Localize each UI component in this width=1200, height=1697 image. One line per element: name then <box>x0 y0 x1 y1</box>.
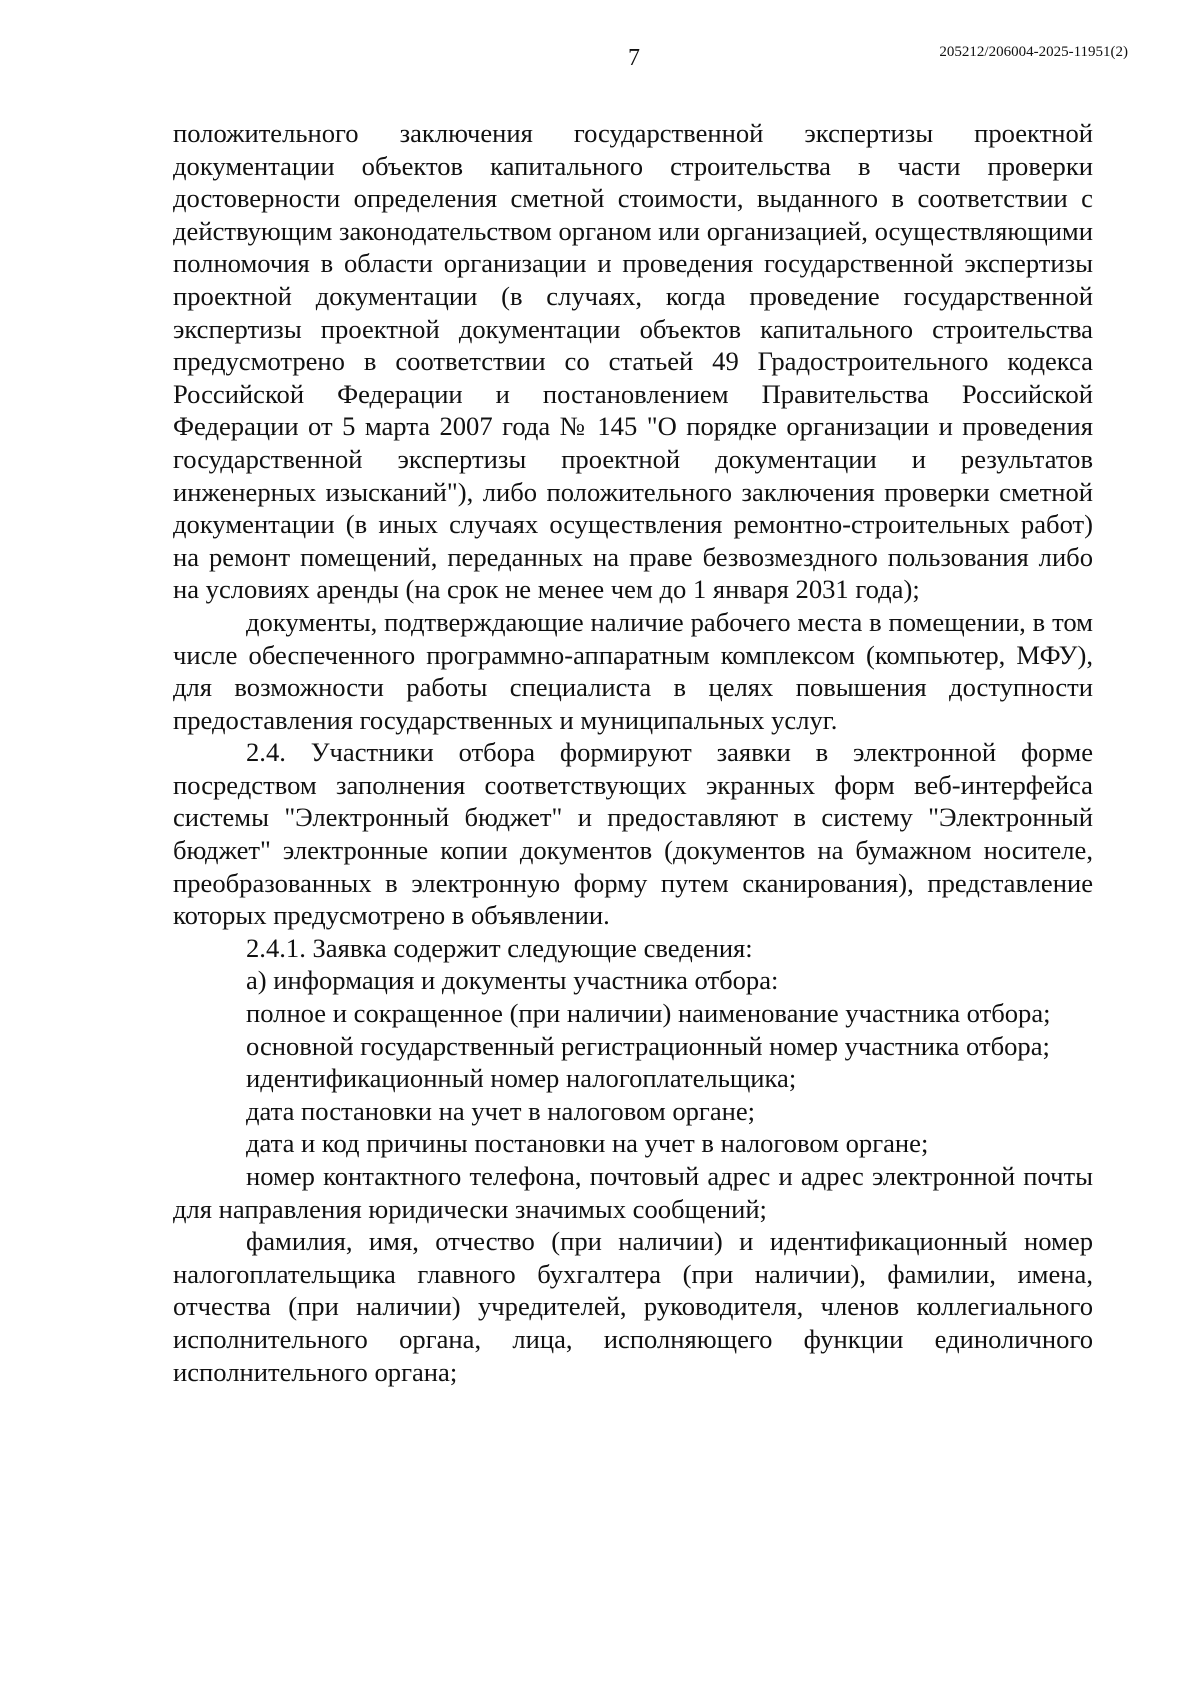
document-body <box>173 117 1093 1388</box>
paragraph-workplace-documents: документы, подтверждающие наличие рабочего места в помещении, в том числе обеспеченного программно-аппаратным комплексом (компьютер, МФУ), для возможности работы специалиста в целях повышения доступности предоставления государственных и муниципальных услуг. <box>173 606 1093 735</box>
paragraph-expertise-conclusion: положительного заключения государственной экспертизы проектной документации объектов капитального строительства в части проверки достоверности определения сметной стоимости, выданного в соответствии с действующим законодательством органом или организацией, осуществляющими полномочия в области организации и проведения государственной экспертизы проектной документации (в случаях, когда проведение государственной экспертизы проектной документации объектов капитального строительства предусмотрено в соответствии со статьей 49 Градостроительного кодекса Российской Федерации и постановлением Правительства Российской Федерации от 5 марта 2007 года № 145 "О порядке организации и проведения государственной экспертизы проектной документации и результатов инженерных изысканий"), либо положительного заключения проверки сметной документации (в иных случаях осуществления ремонтно-строительных работ) на ремонт помещений, переданных на праве безвозмездного пользования либо на условиях аренды (на срок не менее чем до 1 января 2031 года); <box>173 118 1093 605</box>
page-number: 7 <box>628 45 640 71</box>
paragraph-item-a: а) информация и документы участника отбора: <box>246 965 779 996</box>
paragraph-ogrn: основной государственный регистрационный номер участника отбора; <box>246 1030 1050 1061</box>
paragraph-clause-2-4-1: 2.4.1. Заявка содержит следующие сведения: <box>246 932 753 963</box>
document-id: 205212/206004-2025-11951(2) <box>939 44 1128 60</box>
paragraph-kpp: дата и код причины постановки на учет в налоговом органе; <box>246 1128 929 1159</box>
paragraph-full-name: полное и сокращенное (при наличии) наименование участника отбора; <box>246 998 1051 1029</box>
paragraph-clause-2-4: 2.4. Участники отбора формируют заявки в электронной форме посредством заполнения соответствующих экранных форм веб-интерфейса системы "Электронный бюджет" и предоставляют в систему "Электронный бюджет" электронные копии документов (документов на бумажном носителе, преобразованных в электронную форму путем сканирования), представление которых предусмотрено в объявлении. <box>173 737 1093 931</box>
paragraph-persons: фамилия, имя, отчество (при наличии) и идентификационный номер налогоплательщика главного бухгалтера (при наличии), фамилии, имена, отчества (при наличии) учредителей, руководителя, членов коллегиального исполнительного органа, лица, исполняющего функции единоличного исполнительного органа; <box>173 1226 1093 1387</box>
paragraph-registration-date: дата постановки на учет в налоговом органе; <box>246 1095 756 1126</box>
paragraph-inn: идентификационный номер налогоплательщика; <box>246 1063 797 1094</box>
paragraph-contacts: номер контактного телефона, почтовый адрес и адрес электронной почты для направления юридически значимых сообщений; <box>173 1161 1093 1224</box>
